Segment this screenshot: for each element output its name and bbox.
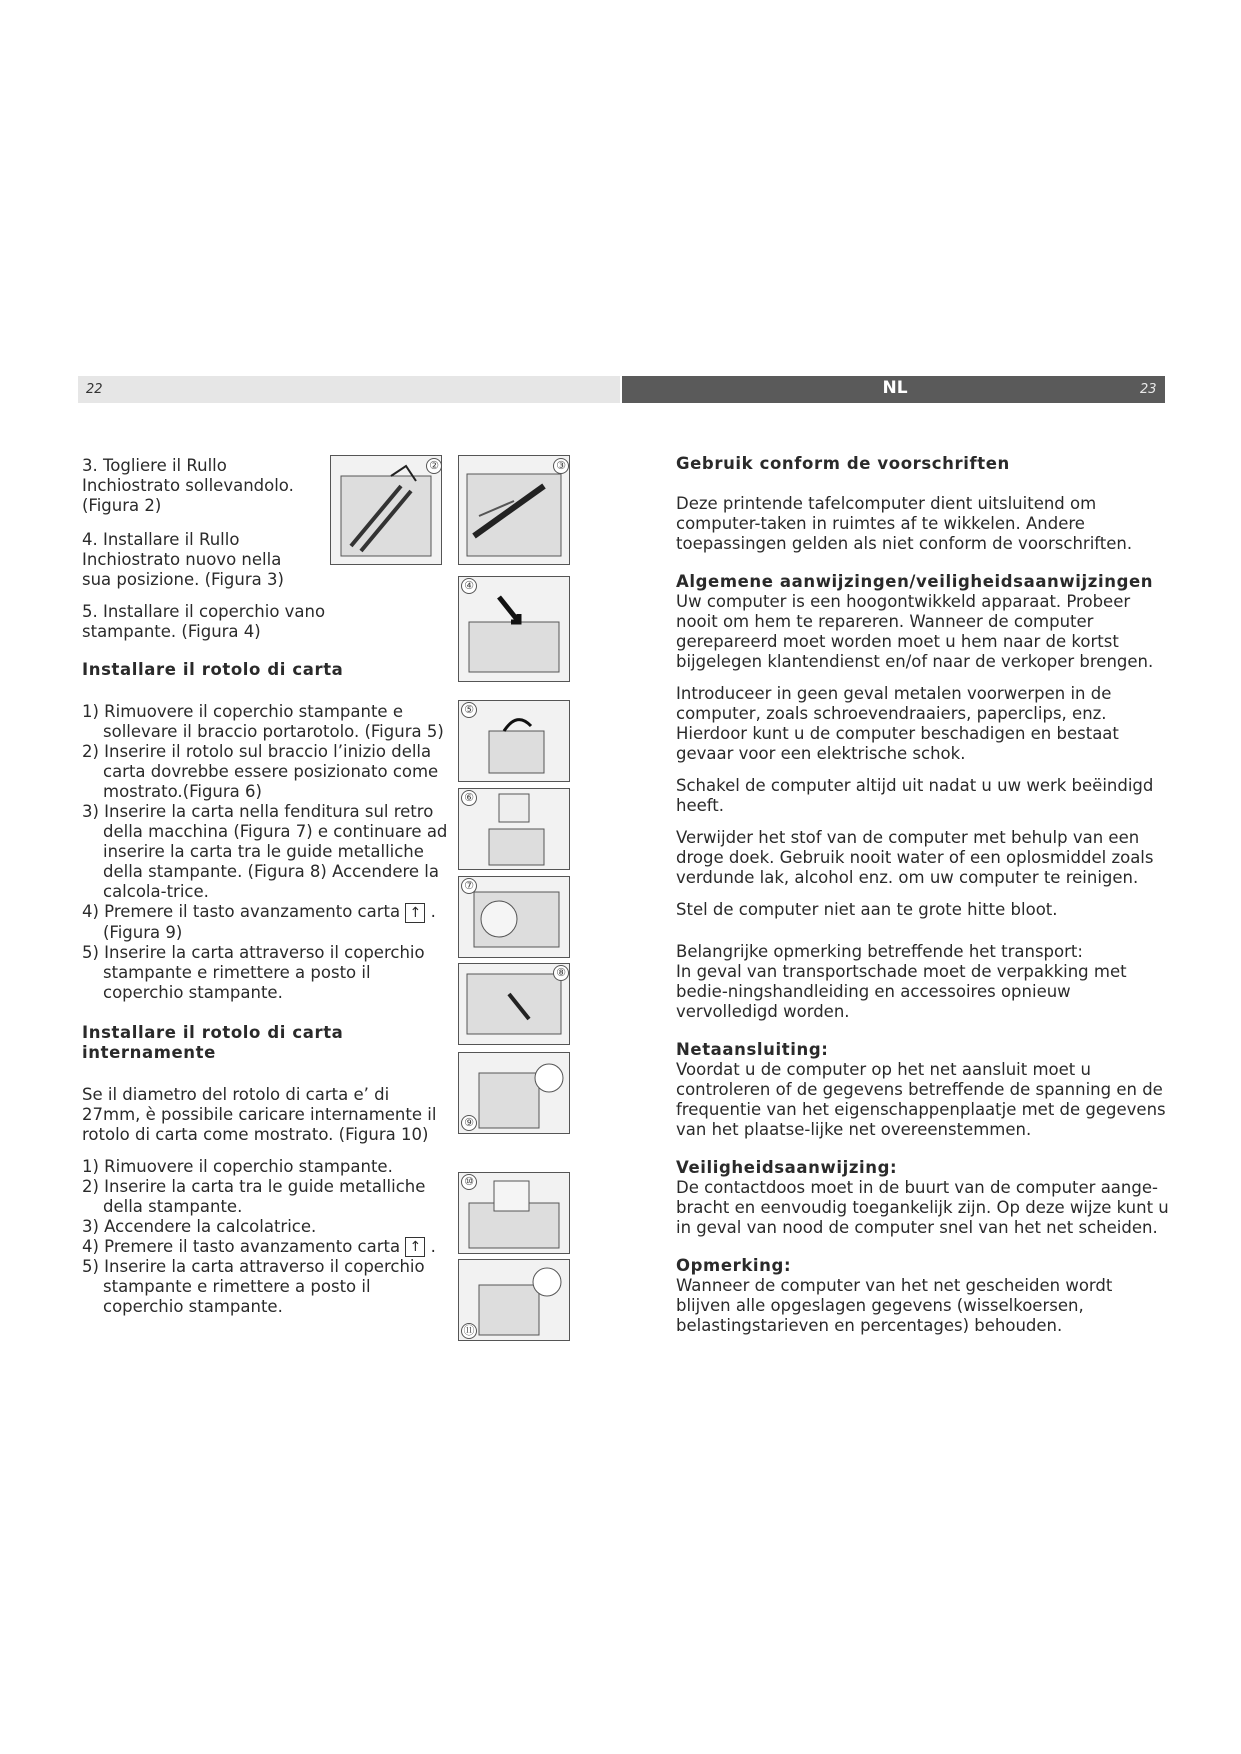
transport-text [676, 942, 1171, 1022]
list-item-text: 4) Premere il tasto avanzamento carta [82, 1236, 401, 1256]
list-item: 5) Inserire la carta attraverso il coperchio stampante e rimettere a posto il coperchio stampante. [82, 942, 425, 1002]
list-item [82, 1237, 462, 1258]
language-label: NL [882, 378, 908, 398]
cleaning-text: Verwijder het stof van de computer met behulp van een droge doek. Gebruik nooit water of een oplosmiddel zoals verdunde lak, alcohol enz. om uw computer te reinigen. [676, 828, 1154, 887]
heading-intended-use: Gebruik conform de voorschriften [676, 454, 1010, 473]
figure-number-5: ⑤ [461, 702, 477, 718]
list-item: 1) Rimuovere il coperchio stampante. [82, 1156, 393, 1176]
step-install-cover: 5. Installare il coperchio vano stampante. (Figura 4) [82, 602, 326, 641]
figure-number-8: ⑧ [553, 965, 569, 981]
figure-number-11: ⑪ [461, 1323, 477, 1339]
figure-number-10: ⑩ [461, 1174, 477, 1190]
figure-3-illustration [458, 455, 570, 565]
heading-safety-notice: Veiligheidsaanwijzing: [676, 1158, 898, 1177]
figure-number-3: ③ [553, 458, 569, 474]
step-remove-ink-roller: 3. Togliere il Rullo Inchiostrato sollevandolo. (Figura 2) [82, 456, 294, 515]
paper-roll-steps [82, 702, 462, 1003]
metal-objects-text: Introduceer in geen geval metalen voorwerpen in de computer, zoals schroevendraaiers, paperclips, enz. Hierdoor kunt u de computer beschadigen en bestaat gevaar voor een elektrische schok. [676, 684, 1119, 763]
safety-notice-text: De contactdoos moet in de buurt van de computer aange-bracht en eenvoudig toegankelijk zijn. Op deze wijze kunt u in geval van nood de computer snel van het net scheiden. [676, 1178, 1169, 1237]
list-item: 3) Inserire la carta nella fenditura sul retro della macchina (Figura 7) e continuare ad inserire la carta tra le guide metalliche della stampante. (Figura 8) Accendere la calcola-trice. [82, 802, 448, 901]
list-item-text: 4) Premere il tasto avanzamento carta [82, 902, 401, 921]
internal-roll-intro: Se il diametro del rotolo di carta e’ di 27mm, è possibile caricare internamente il rotolo di carta come mostrato. (Figura 10) [82, 1084, 437, 1144]
list-item: 2) Inserire la carta tra le guide metalliche della stampante. [82, 1176, 426, 1216]
figure-4-illustration [458, 576, 570, 682]
page-number-right: 23 [1140, 382, 1157, 397]
heading-remark: Opmerking: [676, 1256, 792, 1275]
figure-number-2: ② [426, 458, 442, 474]
heading-mains-connection: Netaansluiting: [676, 1040, 829, 1059]
right-column [676, 454, 1171, 1348]
internal-roll-steps [82, 1157, 462, 1318]
list-item-text: . (Figura 9) [103, 902, 436, 942]
list-item-text: . [430, 1236, 436, 1256]
figure-number-9: ⑨ [461, 1115, 477, 1131]
switch-off-text: Schakel de computer altijd uit nadat u uw werk beëindigd heeft. [676, 776, 1154, 815]
step-install-ink-roller: 4. Installare il Rullo Inchiostrato nuovo nella sua posizione. (Figura 3) [82, 530, 284, 589]
header-bar-left [78, 376, 620, 403]
transport-body: In geval van transportschade moet de verpakking met bedie-ningshandleiding en accessoires opnieuw vervolledigd worden. [676, 962, 1127, 1021]
heat-text: Stel de computer niet aan te grote hitte bloot. [676, 900, 1058, 919]
remark-text: Wanneer de computer van het net gescheiden wordt blijven alle opgeslagen gegevens (wisselkoersen, belastingstarieven en percentages) behouden. [676, 1276, 1113, 1335]
list-item: 5) Inserire la carta attraverso il coperchio stampante e rimettere a posto il coperchio stampante. [82, 1257, 425, 1316]
list-item: 2) Inserire il rotolo sul braccio l’inizio della carta dovrebbe essere posizionato come mostrato.(Figura 6) [82, 742, 439, 801]
figure-number-4: ④ [461, 578, 477, 594]
left-column [82, 456, 462, 1329]
page-number-left: 22 [86, 382, 103, 397]
paper-feed-key-icon: ↑ [405, 1237, 425, 1257]
mains-connection-text: Voordat u de computer op het net aansluit moet u controleren of de gegevens betreffende de spanning en de frequentie van het eigenschappenplaatje met de gegevens van het plaatse-lijke net overeenstemmen. [676, 1060, 1166, 1139]
intended-use-text: Deze printende tafelcomputer dient uitsluitend om computer-taken in ruimtes af te wikkelen. Andere toepassingen gelden als niet conform de voorschriften. [676, 494, 1133, 553]
safety-general-text: Uw computer is een hoogontwikkeld apparaat. Probeer nooit om hem te repareren. Wanneer de computer gerepareerd moet worden moet u hem naar de kortst bijgelegen klantendienst en/of naar de verkoper brengen. [676, 592, 1154, 671]
figure-number-7: ⑦ [461, 878, 477, 894]
heading-paper-roll: Installare il rotolo di carta [82, 660, 344, 679]
paper-feed-key-icon: ↑ [405, 903, 425, 923]
heading-internal-paper-roll: Installare il rotolo di carta internamente [82, 1022, 344, 1062]
figure-2-illustration [330, 455, 442, 565]
transport-title: Belangrijke opmerking betreffende het transport: [676, 942, 1083, 961]
list-item: 3) Accendere la calcolatrice. [82, 1216, 317, 1236]
heading-safety-general: Algemene aanwijzingen/veiligheidsaanwijzingen [676, 572, 1154, 591]
list-item [82, 902, 462, 943]
list-item: 1) Rimuovere il coperchio stampante e sollevare il braccio portarotolo. (Figura 5) [82, 702, 444, 741]
figure-number-6: ⑥ [461, 790, 477, 806]
